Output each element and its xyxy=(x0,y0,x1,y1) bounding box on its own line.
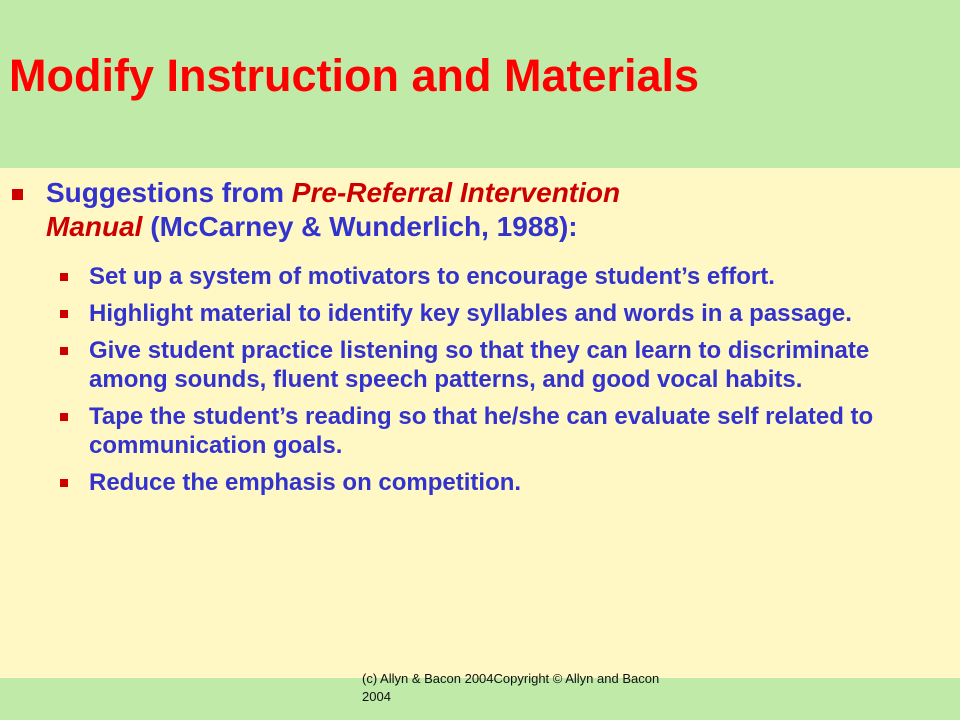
sub-bullet-text: Give student practice listening so that they can learn to discriminate among sounds, fluent speech patterns, and good vocal habits. xyxy=(89,337,870,393)
main-bullet-suffix: (McCarney & Wunderlich, 1988): xyxy=(142,211,578,242)
bullet-square-icon xyxy=(60,273,68,281)
sub-bullet-text: Reduce the emphasis on competition. xyxy=(89,469,522,496)
manual-title-line2: Manual xyxy=(46,211,143,242)
bullet-square-icon xyxy=(60,413,68,421)
main-bullet xyxy=(46,176,926,244)
sub-bullet-item xyxy=(89,402,951,460)
main-bullet-prefix: Suggestions from xyxy=(46,177,292,208)
sub-bullet-item xyxy=(89,468,951,497)
bullet-square-icon xyxy=(60,310,68,318)
manual-title-line1: Pre-Referral Intervention xyxy=(291,177,621,208)
sub-bullet-list xyxy=(89,262,951,505)
sub-bullet-text: Set up a system of motivators to encourage student’s effort. xyxy=(89,263,775,290)
copyright-footer: (c) Allyn & Bacon 2004Copyright © Allyn and Bacon 2004 xyxy=(362,671,660,704)
bullet-square-icon xyxy=(60,347,68,355)
bullet-square-icon xyxy=(60,479,68,487)
sub-bullet-text: Tape the student’s reading so that he/she can evaluate self related to communication goals. xyxy=(89,403,874,459)
main-bullet-square-icon xyxy=(12,189,23,200)
sub-bullet-item xyxy=(89,336,951,394)
sub-bullet-item xyxy=(89,262,951,291)
sub-bullet-text: Highlight material to identify key syllables and words in a passage. xyxy=(89,300,852,327)
sub-bullet-item xyxy=(89,299,951,328)
slide-title: Modify Instruction and Materials xyxy=(9,50,700,101)
